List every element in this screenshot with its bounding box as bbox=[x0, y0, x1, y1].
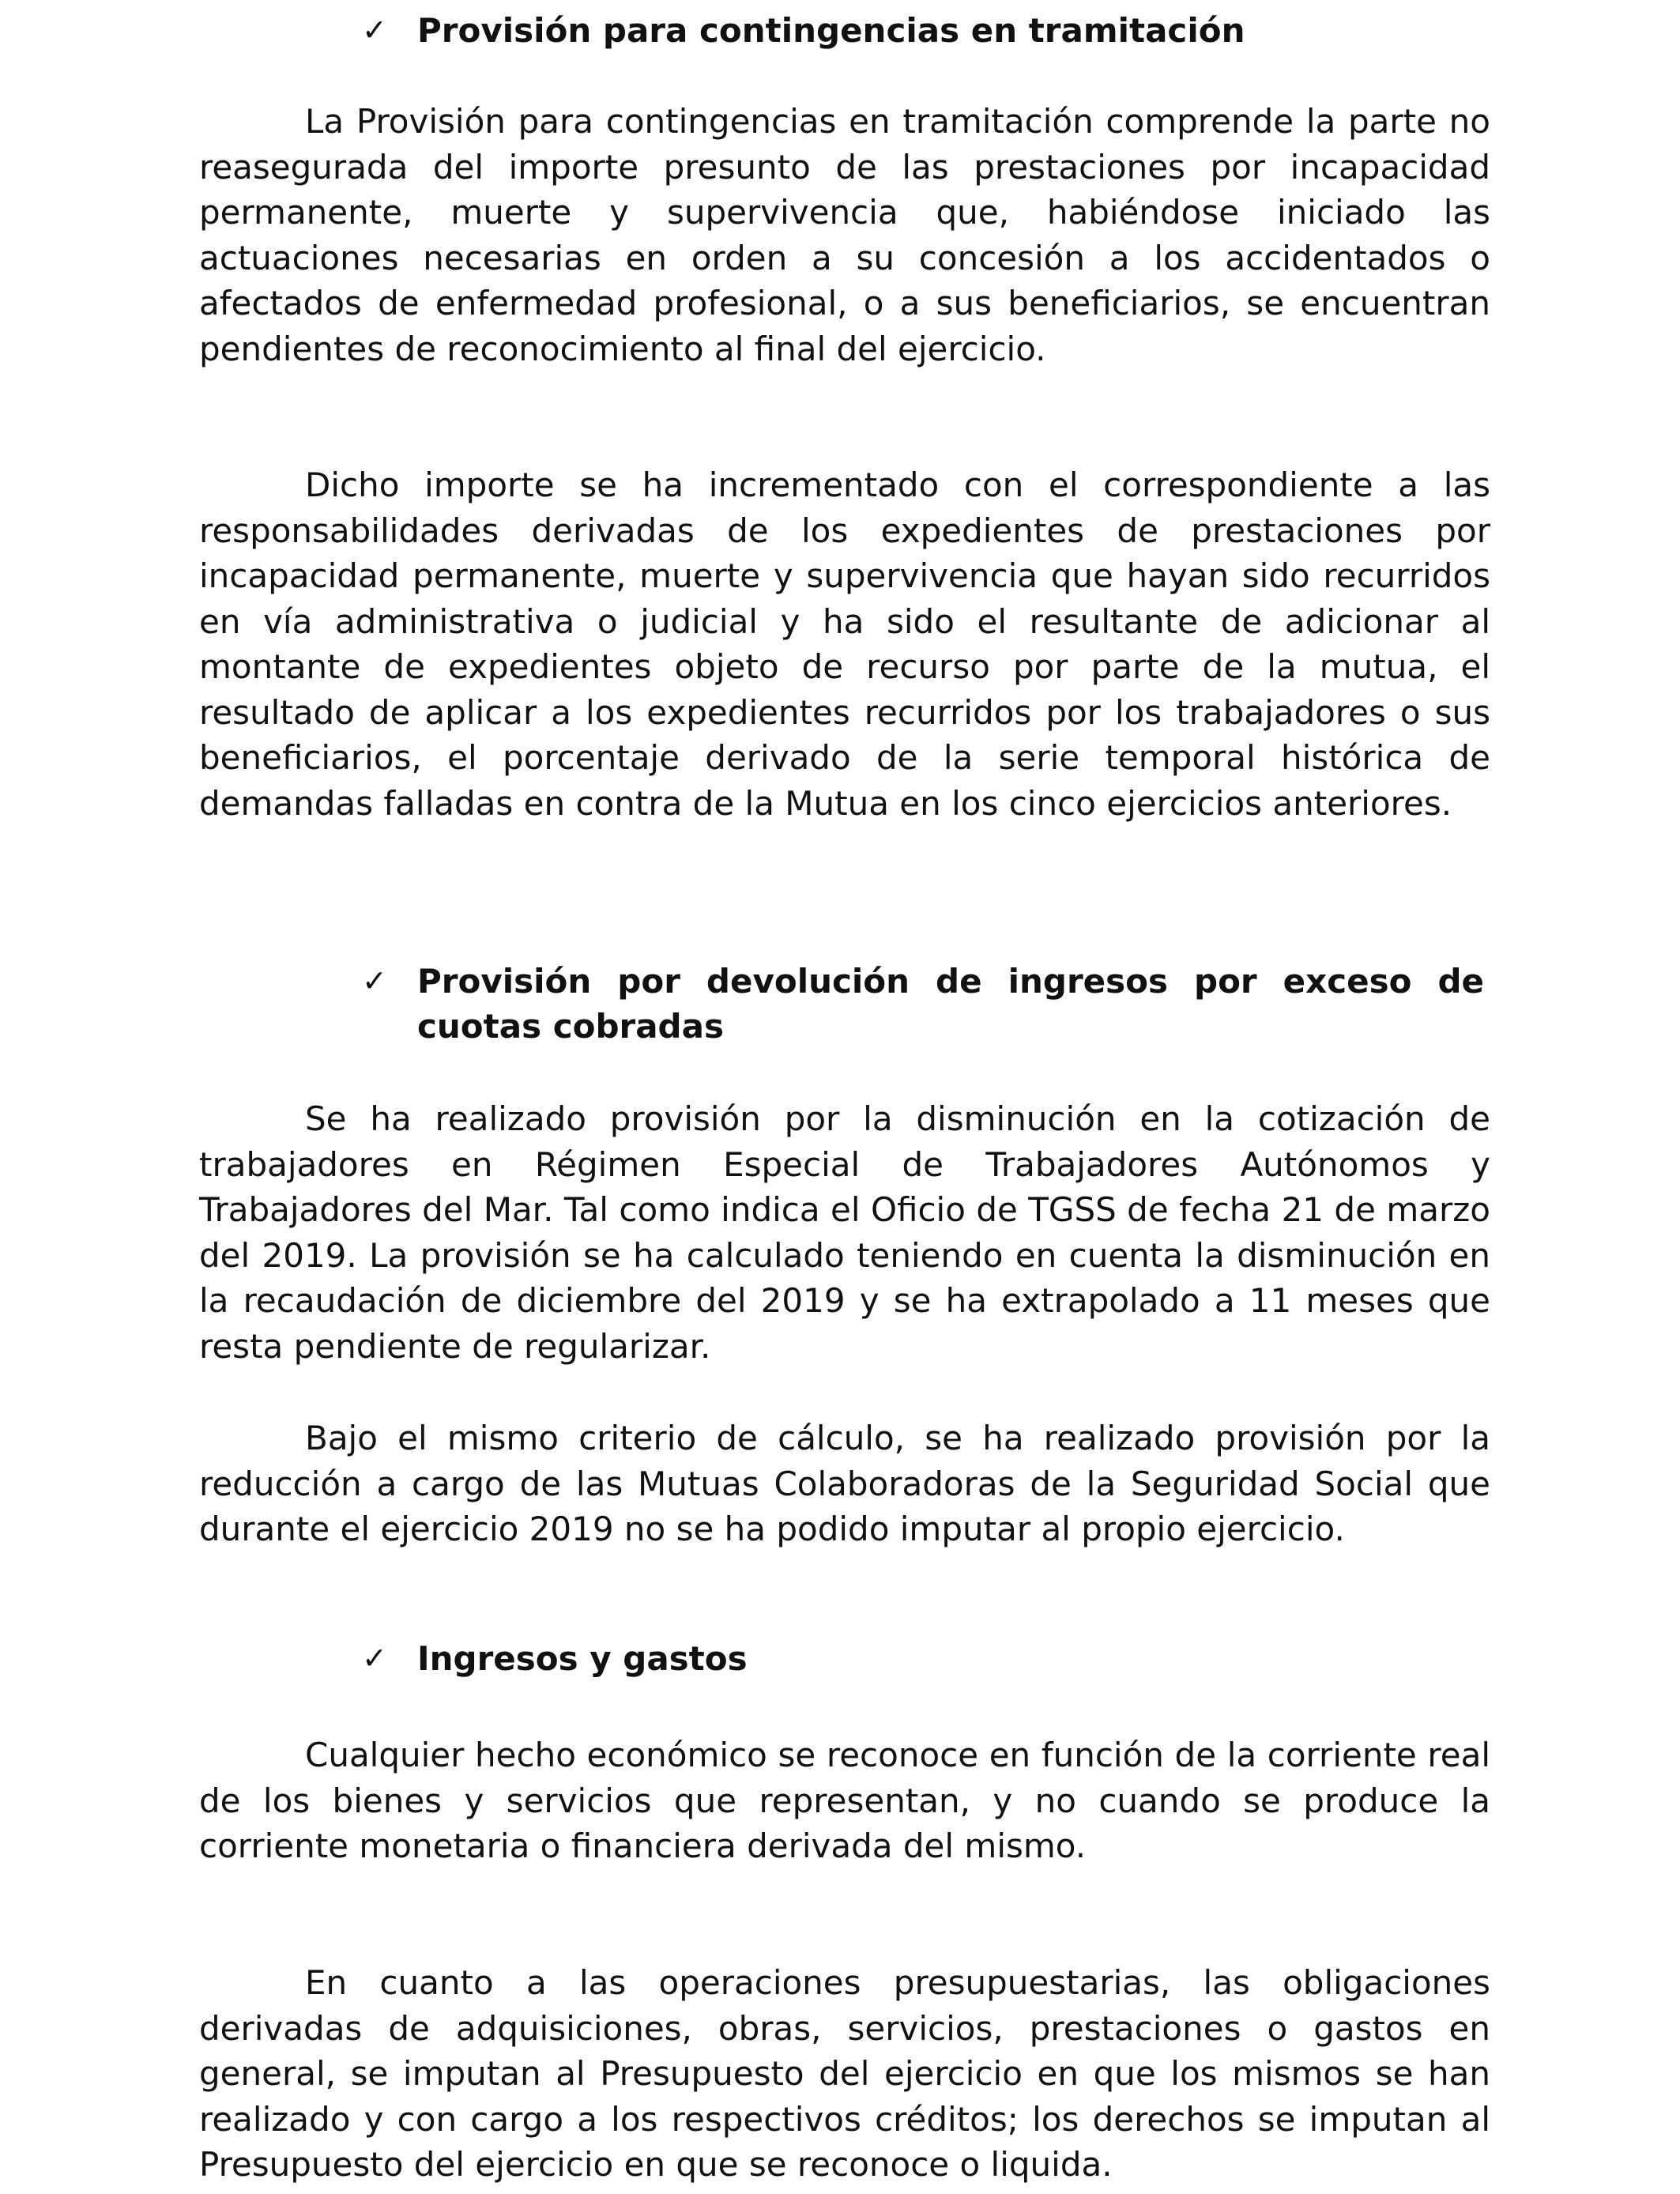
checkmark-icon: ✓ bbox=[362, 1641, 387, 1676]
checkmark-icon: ✓ bbox=[362, 13, 387, 47]
paragraph: Dicho importe se ha incrementado con el correspondiente a las responsabilidades derivadas de los expedientes de prestaciones por incapacidad permanente, muerte y supervivencia que hayan sido recurridos en vía administrativa o judicial y ha sido el resultante de adicionar al montante de expedientes objeto de recurso por parte de la mutua, el resultado de aplicar a los expedientes recurridos por los trabajadores o sus beneficiarios, el porcentaje derivado de la serie temporal histórica de demandas falladas en contra de la Mutua en los cinco ejercicios anteriores. bbox=[199, 466, 1490, 823]
paragraph: Cualquier hecho económico se reconoce en función de la corriente real de los bienes y servicios que representan, y no cuando se produce la corriente monetaria o financiera derivada del mismo. bbox=[199, 1736, 1490, 1865]
paragraph: En cuanto a las operaciones presupuestarias, las obligaciones derivadas de adquisiciones, obras, servicios, prestaciones o gastos en general, se imputan al Presupuesto del ejercicio en que los mismos se han realizado y con cargo a los respectivos créditos; los derechos se imputan al Presupuesto del ejercicio en que se reconoce o liquida. bbox=[199, 1963, 1490, 2184]
section-heading-contingencias bbox=[362, 8, 1484, 53]
heading-text: Provisión por devolución de ingresos por exceso de cuotas cobradas bbox=[417, 962, 1484, 1046]
section-heading-ingresos-gastos bbox=[362, 1636, 1484, 1681]
paragraph: La Provisión para contingencias en tramitación comprende la parte no reasegurada del importe presunto de las prestaciones por incapacidad permanente, muerte y supervivencia que, habiéndose iniciado las actuaciones necesarias en orden a su concesión a los accidentados o afectados de enfermedad profesional, o a sus beneficiarios, se encuentran pendientes de reconocimiento al final del ejercicio. bbox=[199, 102, 1490, 368]
heading-text: Ingresos y gastos bbox=[417, 1639, 748, 1678]
paragraph: Se ha realizado provisión por la disminución en la cotización de trabajadores en Régimen Especial de Trabajadores Autónomos y Trabajadores del Mar. Tal como indica el Oficio de TGSS de fecha 21 de marzo del 2019. La provisión se ha calculado teniendo en cuenta la disminución en la recaudación de diciembre del 2019 y se ha extrapolado a 11 meses que resta pendiente de regularizar. bbox=[199, 1099, 1490, 1366]
heading-text: Provisión para contingencias en tramitación bbox=[417, 11, 1245, 50]
section-heading-devolucion bbox=[362, 959, 1484, 1049]
checkmark-icon: ✓ bbox=[362, 963, 387, 998]
paragraph: Bajo el mismo criterio de cálculo, se ha realizado provisión por la reducción a cargo de las Mutuas Colaboradoras de la Seguridad Social que durante el ejercicio 2019 no se ha podido imputar al propio ejercicio. bbox=[199, 1419, 1490, 1548]
